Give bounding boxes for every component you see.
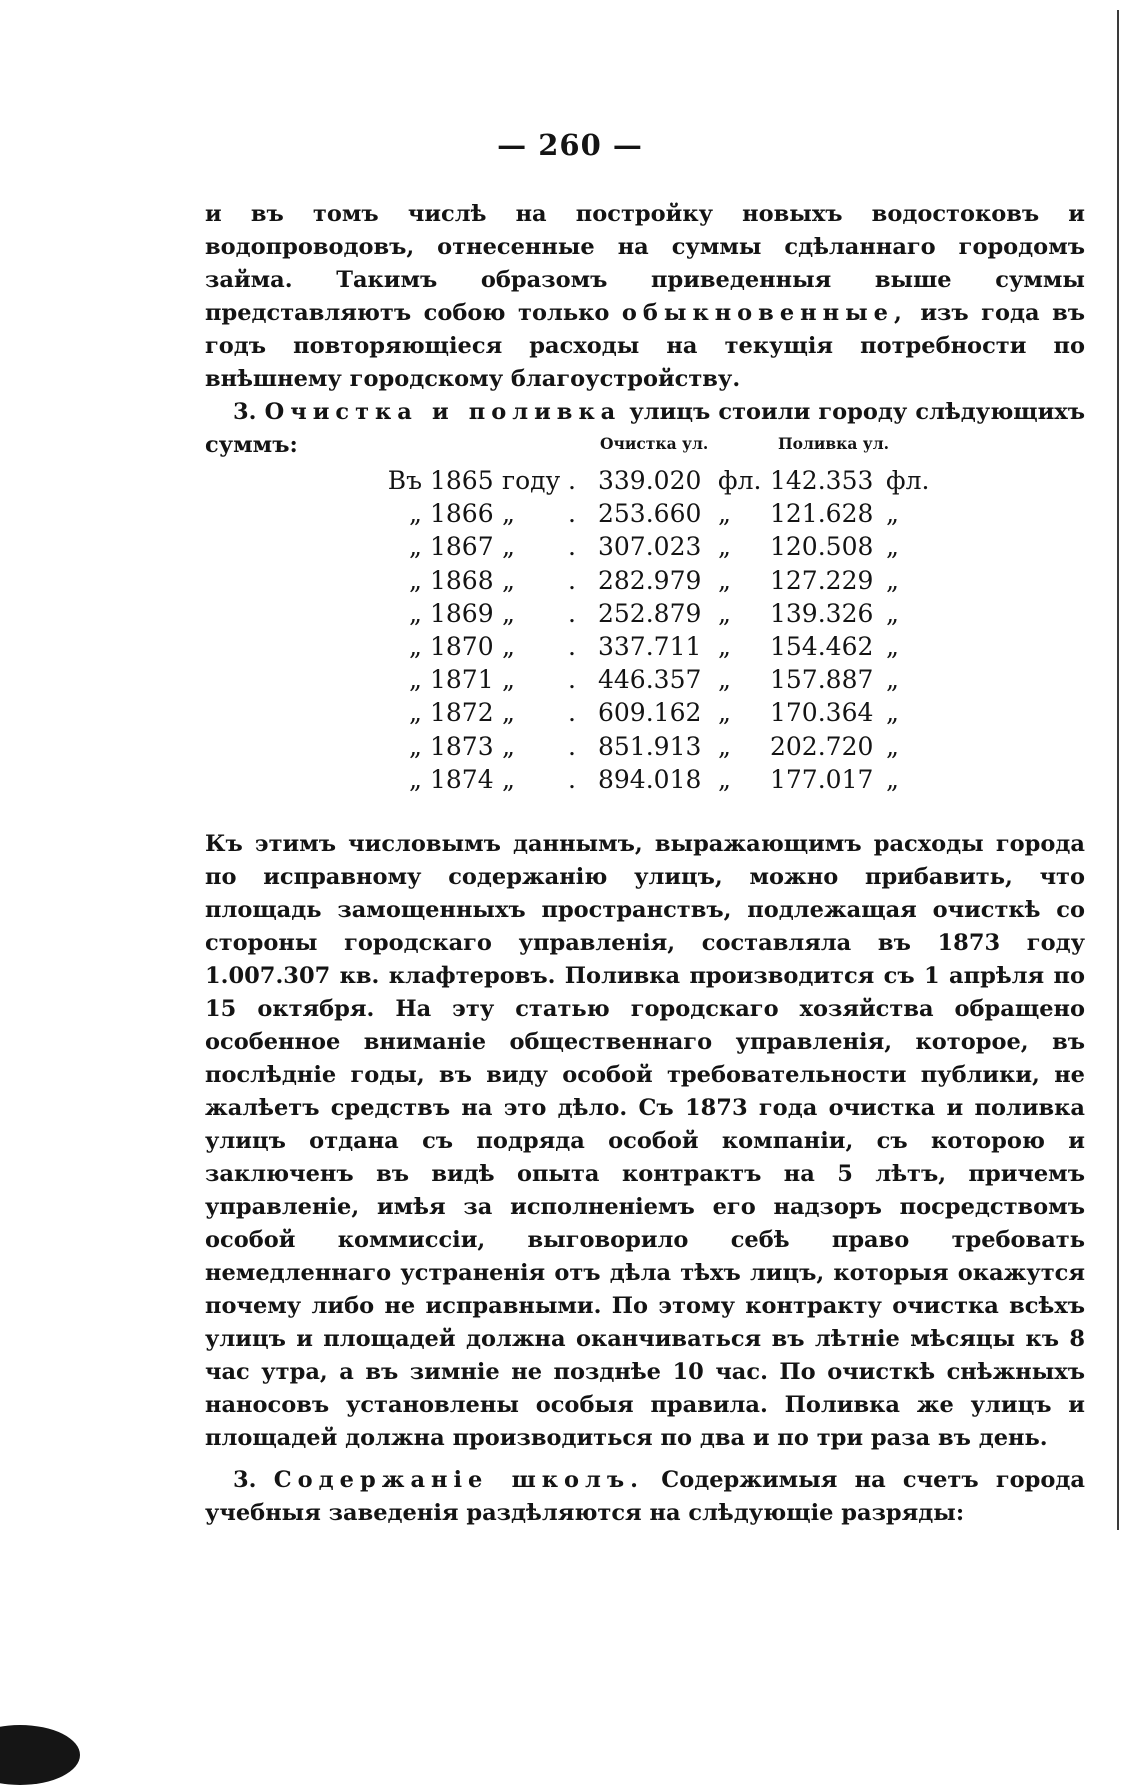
table-row: Въ 1865 году . 339.020 фл. 142.353 фл. [387,466,930,495]
table-row: „ 1866 „ . 253.660 „ 121.628 „ [409,499,899,529]
column-header-cleaning: Очистка ул. [600,434,709,453]
paragraph-schools: 3. Содержаніе школъ. Содержимыя на счетъ города учебныя заведенія раздѣляются на слѣдующіе разряды: [205,1467,1085,1526]
spaced-word: обыкновенные, [621,300,908,326]
table-row: „ 1869 „ . 252.879 „ 139.326 „ [409,598,899,628]
table-row: „ 1872 „ . 609.162 „ 170.364 „ [409,698,899,728]
column-header-watering: Поливка ул. [778,434,890,453]
table-row: „ 1870 „ . 337.711 „ 154.462 „ [409,631,899,661]
table-row: „ 1871 „ . 446.357 „ 157.887 „ [409,665,899,695]
table-row: „ 1868 „ . 282.979 „ 127.229 „ [409,565,899,595]
expense-table [0,466,1140,798]
table-row: „ 1867 „ . 307.023 „ 120.508 „ [409,532,899,562]
table-row: „ 1874 „ . 894.018 „ 177.017 „ [409,764,899,794]
paragraph-street-contract: Къ этимъ числовымъ даннымъ, выражающимъ расходы города по исправному содержанію улицъ, можно прибавить, что площадь замощенныхъ пространствъ, подлежащая очисткѣ со стороны городскаго управленія, составляла въ 1873 году 1.007.307 кв. клафтеровъ. Поливка производится съ 1 апрѣля по 15 октября. На эту статью городскаго хозяйства обращено особенное вниманіе общественнаго управленія, которое, въ послѣдніе годы, въ виду особой требовательности публики, не жалѣетъ средствъ на это дѣло. Съ 1873 года очистка и поливка улицъ отдана съ подряда особой компаніи, съ которою и заключенъ въ видѣ опыта контрактъ на 5 лѣтъ, причемъ управленіе, имѣя за исполненіемъ его надзоръ посредствомъ особой коммиссіи, выговорило себѣ право требовать немедленнаго устраненія отъ дѣла тѣхъ лицъ, которыя окажутся почему либо не исправными. По этому контракту очистка всѣхъ улицъ и площадей должна оканчиваться въ лѣтніе мѣсяцы къ 8 час утра, а въ зимніе не позднѣе 10 час. По очисткѣ снѣжныхъ наносовъ установлены особыя правила. Поливка же улицъ и площадей должна производиться по два и по три раза въ день. [205,831,1085,1451]
spaced-heading: Очистка и поливка [264,399,622,425]
paragraph-water-supply: и въ томъ числѣ на постройку новыхъ водостоковъ и водопроводовъ, отнесенные на суммы сдѣланнаго городомъ займа. Такимъ образомъ приведенныя выше суммы представляютъ собою только обыкновенные, изъ года въ годъ повторяющіеся расходы на текущія потребности по внѣшнему городскому благоустройству. 3. Очистка и поливка улицъ стоили городу слѣдующихъ суммъ: [205,201,1085,458]
page-number: — 260 — [497,128,643,162]
scan-edge-blob [0,1725,80,1785]
table-row: „ 1873 „ . 851.913 „ 202.720 „ [409,731,899,761]
spaced-heading: Содержаніе школъ. [273,1467,645,1493]
